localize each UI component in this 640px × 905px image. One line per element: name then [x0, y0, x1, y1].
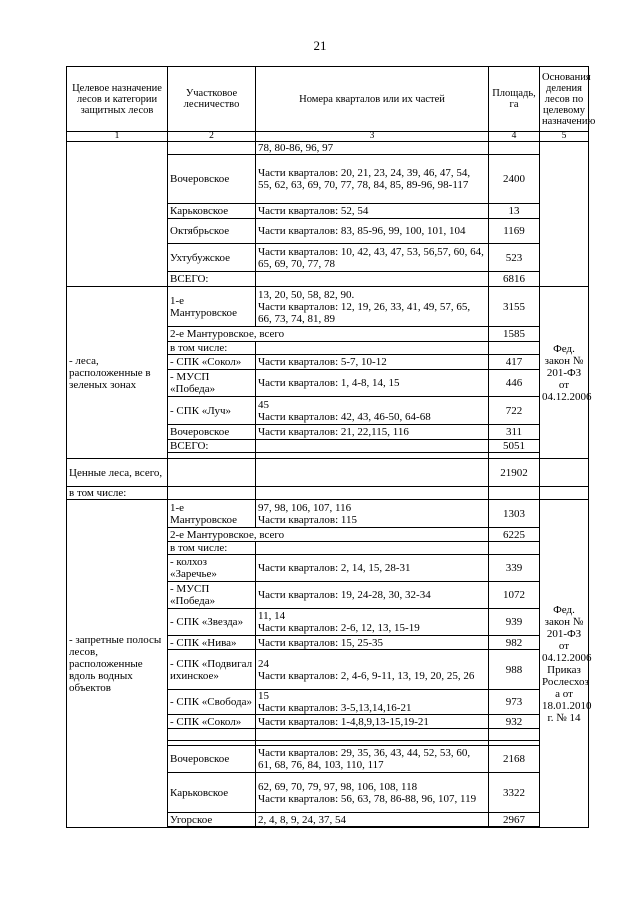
including-label: в том числе: [168, 342, 256, 355]
valuable-forests-area: 21902 [489, 459, 540, 487]
area-cell: 1585 [489, 327, 540, 342]
quarters-cell [256, 827, 489, 828]
quarters-cell: 97, 98, 106, 107, 116 Части кварталов: 115 [256, 500, 489, 528]
total-area: 5051 [489, 440, 540, 453]
district-cell: - СПК «Свобода» [168, 690, 256, 715]
quarters-cell: Части кварталов: 20, 21, 23, 24, 39, 46, 47, 54, 55, 62, 63, 69, 70, 77, 78, 84, 85, 89-96, 98-117 [256, 155, 489, 204]
district-cell [168, 827, 256, 828]
total-area: 6816 [489, 272, 540, 287]
area-cell: 311 [489, 425, 540, 440]
column-numbers-row [67, 132, 589, 142]
area-cell [489, 142, 540, 155]
district-cell: - СПК «Сокол» [168, 355, 256, 370]
column-number: 2 [168, 132, 256, 142]
basis-water-strips: Фед. закон № 201-ФЗ от 04.12.2006 Приказ Рослесхоз а от 18.01.2010 г. № 14 [540, 500, 589, 828]
column-number: 3 [256, 132, 489, 142]
table-row [67, 487, 589, 500]
quarters-cell [256, 487, 489, 500]
district-cell: - СПК «Звезда» [168, 609, 256, 636]
area-cell: 417 [489, 355, 540, 370]
district-cell: 1-е Мантуровское [168, 500, 256, 528]
district-cell: - СПК «Нива» [168, 636, 256, 650]
area-cell: 1169 [489, 219, 540, 244]
quarters-cell: Части кварталов: 10, 42, 43, 47, 53, 56,57, 60, 64, 65, 69, 70, 77, 78 [256, 244, 489, 272]
district-cell: - колхоз «Заречье» [168, 555, 256, 582]
column-number: 4 [489, 132, 540, 142]
area-cell [489, 729, 540, 741]
district-cell: Вочеровское [168, 425, 256, 440]
area-cell: 6225 [489, 528, 540, 542]
header-purpose: Целевое назначение лесов и категории защитных лесов [67, 67, 168, 132]
quarters-cell: 62, 69, 70, 79, 97, 98, 106, 108, 118 Части кварталов: 56, 63, 78, 86-88, 96, 107, 119 [256, 773, 489, 813]
area-cell: 3322 [489, 773, 540, 813]
district-cell: Карьковское [168, 204, 256, 219]
quarters-cell: Части кварталов: 1, 4-8, 14, 15 [256, 370, 489, 397]
quarters-cell [256, 542, 489, 555]
area-cell: 13 [489, 204, 540, 219]
district-cell [168, 142, 256, 155]
forest-table [66, 66, 596, 828]
area-cell: 3155 [489, 287, 540, 327]
quarters-cell [256, 272, 489, 287]
district-cell: - СПК «Луч» [168, 397, 256, 425]
category-water-strips: - запретные полосы лесов, расположенные вдоль водных объектов [67, 500, 168, 828]
district-cell: Ухтубужское [168, 244, 256, 272]
category-cell [67, 142, 168, 287]
district-cell: Вочеровское [168, 746, 256, 773]
area-cell: 1303 [489, 500, 540, 528]
area-cell [489, 542, 540, 555]
district-cell [168, 487, 256, 500]
total-label: ВСЕГО: [168, 440, 256, 453]
quarters-cell: Части кварталов: 19, 24-28, 30, 32-34 [256, 582, 489, 609]
district-cell: - МУСП «Победа» [168, 582, 256, 609]
table-row [67, 287, 589, 327]
area-cell: 932 [489, 715, 540, 729]
district-cell: 1-е Мантуровское [168, 287, 256, 327]
including-label: в том числе: [168, 542, 256, 555]
area-cell: 2168 [489, 746, 540, 773]
basis-cell [540, 142, 589, 287]
area-cell: 2967 [489, 813, 540, 827]
quarters-cell: 11, 14 Части кварталов: 2-6, 12, 13, 15-19 [256, 609, 489, 636]
quarters-cell [256, 440, 489, 453]
quarters-cell [256, 729, 489, 741]
area-cell: 939 [489, 609, 540, 636]
quarters-cell: Части кварталов: 83, 85-96, 99, 100, 101, 104 [256, 219, 489, 244]
header-quarters: Номера кварталов или их частей [256, 67, 489, 132]
header-basis: Основания деления лесов по целевому назначению [540, 67, 589, 132]
district-cell: Вочеровское [168, 155, 256, 204]
area-cell: 2400 [489, 155, 540, 204]
quarters-cell: Части кварталов: 52, 54 [256, 204, 489, 219]
header-row [67, 67, 589, 132]
quarters-cell: 15 Части кварталов: 3-5,13,14,16-21 [256, 690, 489, 715]
area-cell [489, 827, 540, 828]
quarters-cell: Части кварталов: 15, 25-35 [256, 636, 489, 650]
area-cell: 1072 [489, 582, 540, 609]
area-cell: 523 [489, 244, 540, 272]
basis-green-zones: Фед. закон № 201-ФЗ от 04.12.2006 [540, 287, 589, 459]
area-cell: 722 [489, 397, 540, 425]
district-cell: Октябрьское [168, 219, 256, 244]
district-cell: - СПК «Сокол» [168, 715, 256, 729]
quarters-cell: Части кварталов: 21, 22,115, 116 [256, 425, 489, 440]
column-number: 1 [67, 132, 168, 142]
district-cell [168, 729, 256, 741]
including-label: в том числе: [67, 487, 168, 500]
quarters-cell: 13, 20, 50, 58, 82, 90. Части кварталов: 12, 19, 26, 33, 41, 49, 57, 65, 66, 73, 74, 81, 89 [256, 287, 489, 327]
quarters-cell: Части кварталов: 5-7, 10-12 [256, 355, 489, 370]
quarters-cell: 78, 80-86, 96, 97 [256, 142, 489, 155]
district-cell: - СПК «Подвигалихинское» [168, 650, 256, 690]
table-row [67, 142, 589, 155]
area-cell: 446 [489, 370, 540, 397]
basis-cell [540, 459, 589, 487]
total-label: ВСЕГО: [168, 272, 256, 287]
valuable-forests-label: Ценные леса, всего, [67, 459, 168, 487]
quarters-cell: 2, 4, 8, 9, 24, 37, 54 [256, 813, 489, 827]
category-green-zones: - леса, расположенные в зеленых зонах [67, 287, 168, 459]
valuable-forests-row [67, 459, 589, 487]
quarters-cell: Части кварталов: 2, 14, 15, 28-31 [256, 555, 489, 582]
area-cell: 973 [489, 690, 540, 715]
district-cell [168, 459, 256, 487]
district-cell: Угорское [168, 813, 256, 827]
header-district: Участковое лесничество [168, 67, 256, 132]
quarters-cell [256, 342, 489, 355]
header-area: Площадь, га [489, 67, 540, 132]
quarters-cell: Части кварталов: 29, 35, 36, 43, 44, 52, 53, 60, 61, 68, 76, 84, 103, 110, 117 [256, 746, 489, 773]
district-total-cell: 2-е Мантуровское, всего [168, 528, 489, 542]
area-cell [489, 342, 540, 355]
page-number: 21 [313, 38, 327, 53]
area-cell: 339 [489, 555, 540, 582]
table-row [67, 500, 589, 528]
district-total-cell: 2-е Мантуровское, всего [168, 327, 489, 342]
district-cell: - МУСП «Победа» [168, 370, 256, 397]
quarters-cell: 24 Части кварталов: 2, 4-6, 9-11, 13, 19, 20, 25, 26 [256, 650, 489, 690]
area-cell [489, 487, 540, 500]
basis-cell [540, 487, 589, 500]
district-cell: Карьковское [168, 773, 256, 813]
column-number: 5 [540, 132, 589, 142]
quarters-cell [256, 459, 489, 487]
quarters-cell: Части кварталов: 1-4,8,9,13-15,19-21 [256, 715, 489, 729]
area-cell: 982 [489, 636, 540, 650]
quarters-cell: 45 Части кварталов: 42, 43, 46-50, 64-68 [256, 397, 489, 425]
area-cell: 988 [489, 650, 540, 690]
